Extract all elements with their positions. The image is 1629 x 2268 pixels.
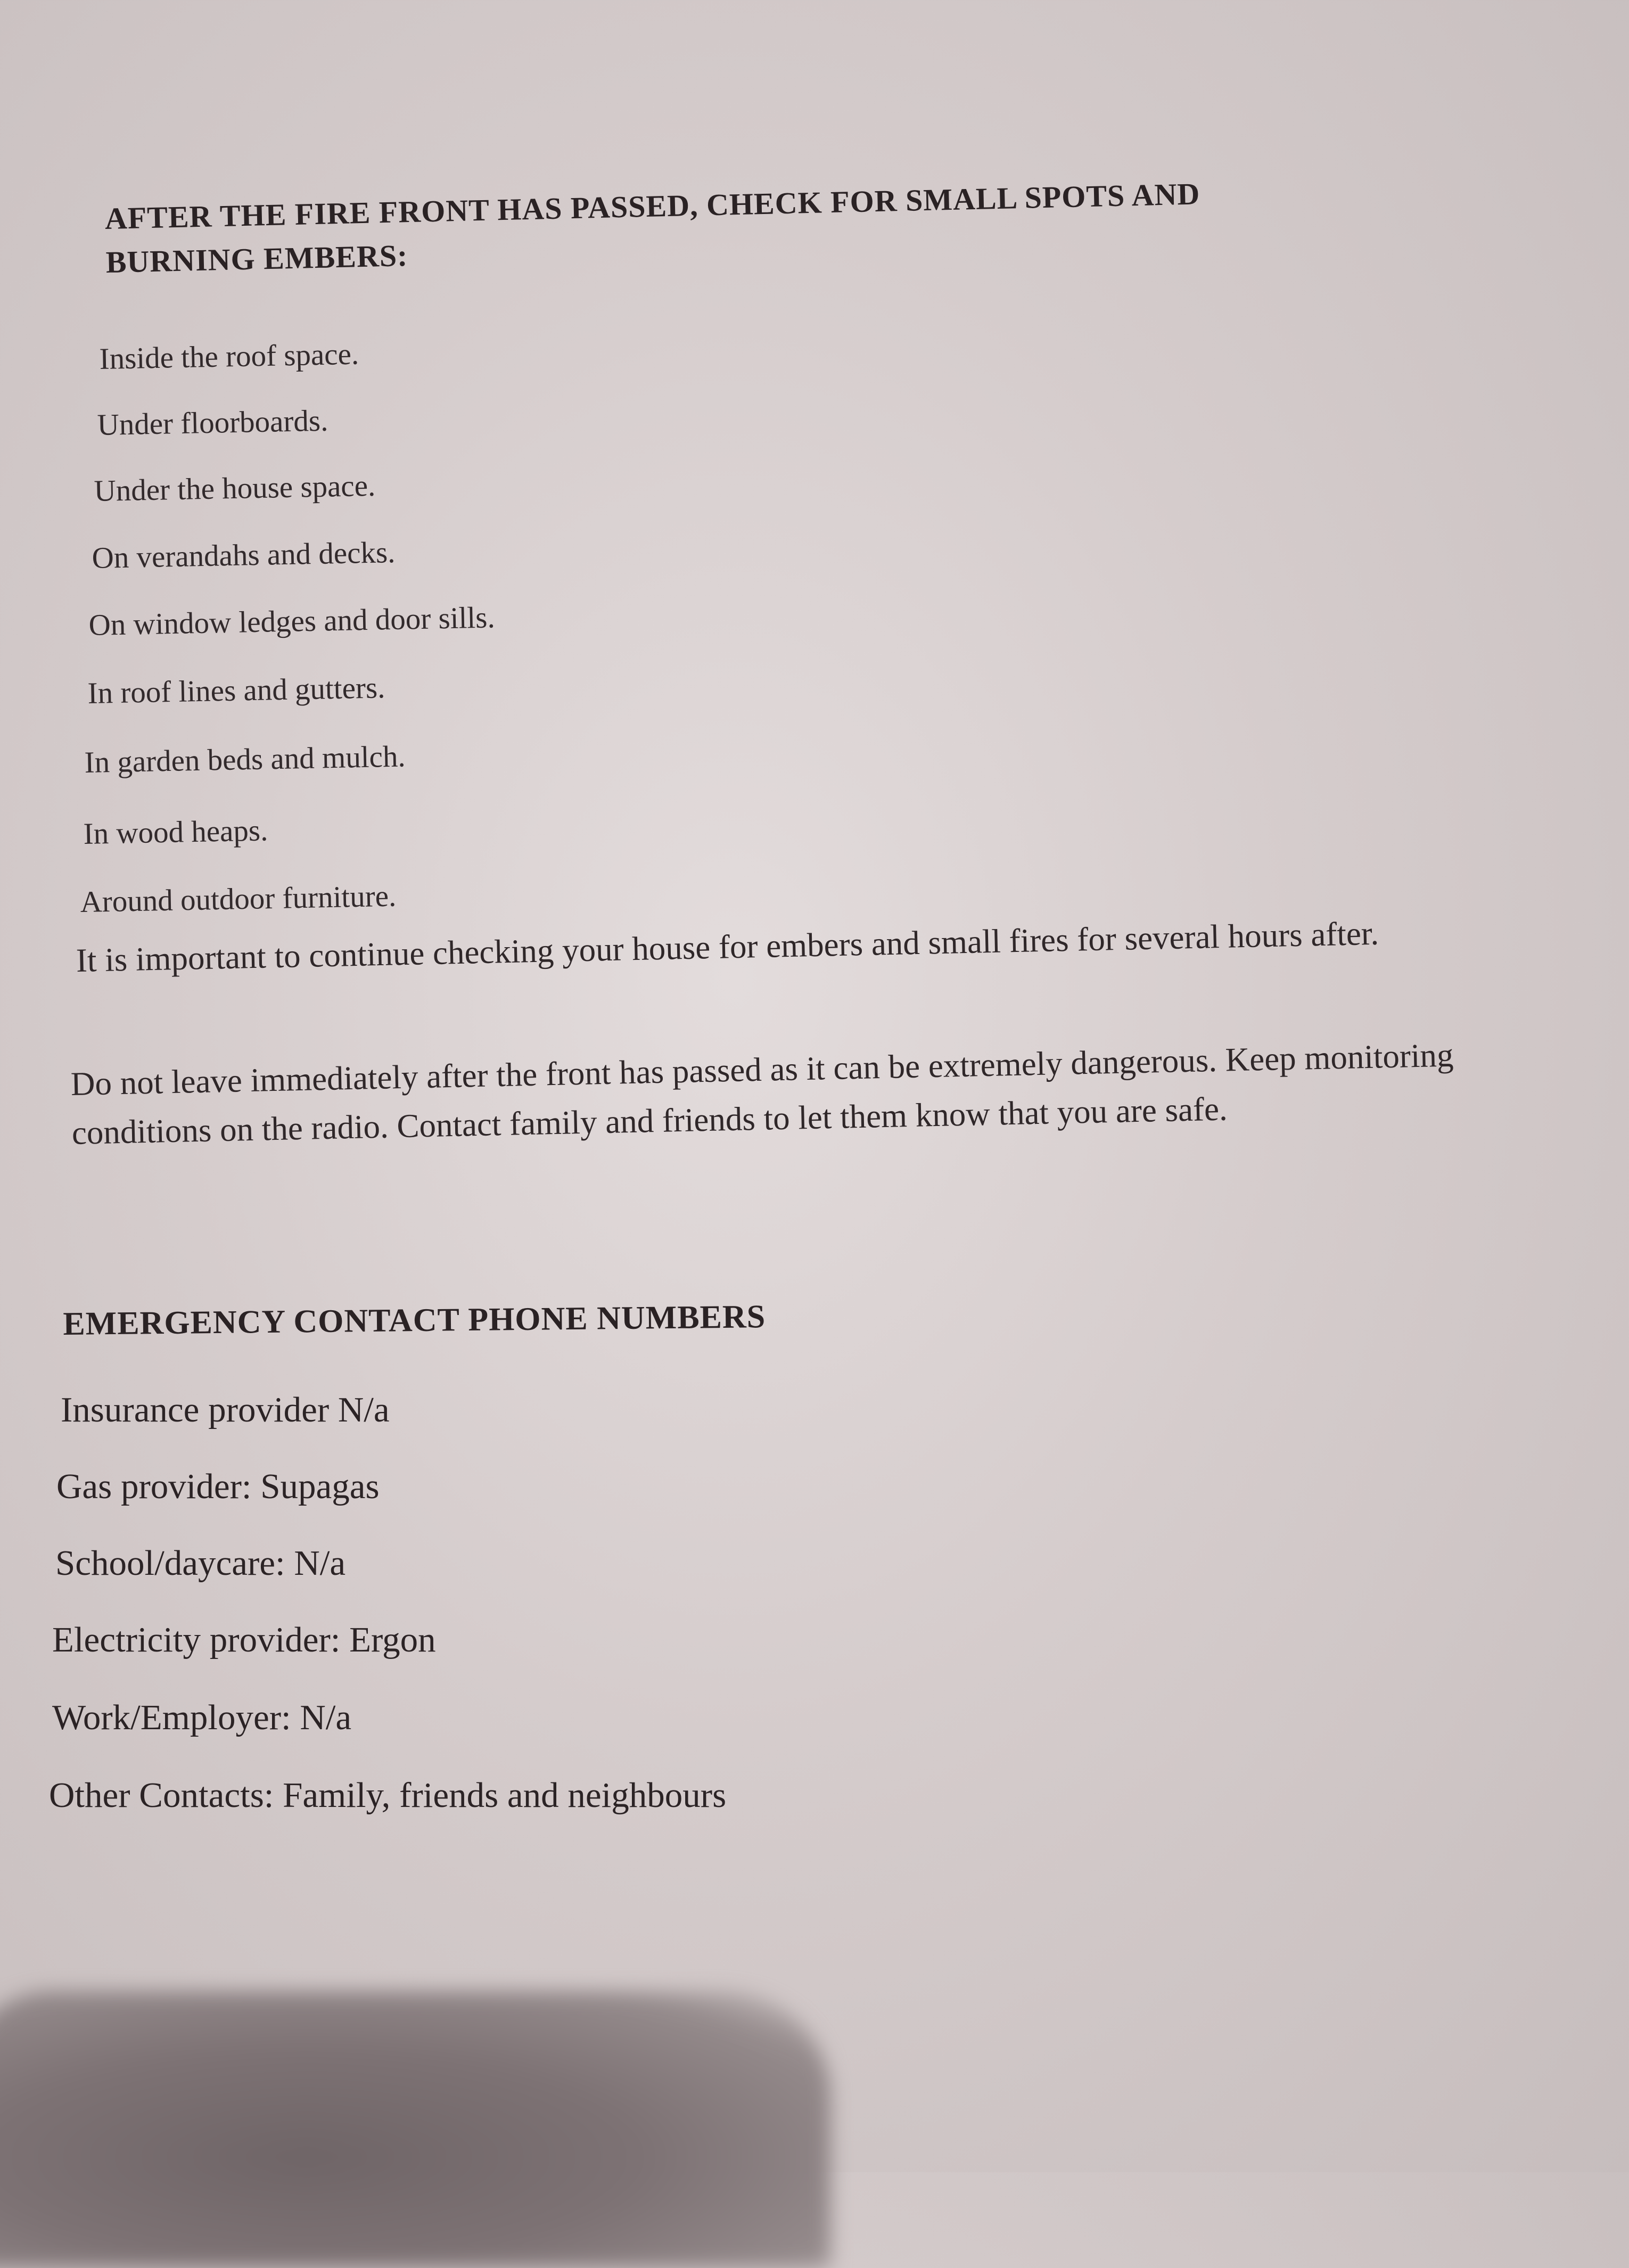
contact-value: N/a xyxy=(294,1543,346,1583)
contact-row-work xyxy=(52,1697,351,1738)
contact-value: N/a xyxy=(300,1698,352,1737)
paragraph-do-not-leave: Do not leave immediately after the front has passed as it can be extremely dangerous. Keep monitoring conditions on the radio. Contact family and friends to let them know that you are safe. xyxy=(70,1036,1454,1152)
contact-label: Other Contacts: xyxy=(49,1776,274,1815)
check-item: Around outdoor furniture. xyxy=(80,879,397,919)
check-item: On verandahs and decks. xyxy=(92,536,396,575)
check-item: In garden beds and mulch. xyxy=(84,739,406,779)
contact-row-electricity xyxy=(52,1620,436,1661)
heading-line-2: BURNING EMBERS: xyxy=(105,238,409,280)
contact-label: School/daycare: xyxy=(55,1543,285,1583)
paragraph-continue-checking: It is important to continue checking your house for embers and small fires for several hours after. xyxy=(76,914,1379,979)
check-item: In wood heaps. xyxy=(83,813,268,851)
thumb-shadow xyxy=(0,1991,830,2268)
check-item: Under floorboards. xyxy=(97,404,328,442)
contact-label: Electricity provider: xyxy=(52,1620,341,1659)
contact-value: Supagas xyxy=(260,1467,380,1506)
contact-value: Ergon xyxy=(349,1620,436,1659)
contact-value: N/a xyxy=(338,1390,390,1429)
contact-value: Family, friends and neighbours xyxy=(283,1776,727,1815)
section-heading-after-fire-front xyxy=(104,172,1202,284)
contact-row-gas xyxy=(56,1466,380,1507)
contact-label: Insurance provider xyxy=(61,1390,330,1429)
heading-line-1: AFTER THE FIRE FRONT HAS PASSED, CHECK FOR SMALL SPOTS AND xyxy=(104,176,1200,236)
check-item: Inside the roof space. xyxy=(99,337,359,376)
section-heading-emergency-contacts: EMERGENCY CONTACT PHONE NUMBERS xyxy=(63,1299,766,1342)
check-item: In roof lines and gutters. xyxy=(87,671,385,710)
contact-label: Gas provider: xyxy=(56,1467,252,1506)
check-item: On window ledges and door sills. xyxy=(88,601,496,642)
check-item: Under the house space. xyxy=(94,469,376,508)
contact-row-insurance xyxy=(61,1390,390,1431)
contact-label: Work/Employer: xyxy=(52,1698,291,1737)
contact-row-other xyxy=(49,1775,726,1816)
contact-row-school xyxy=(55,1543,345,1584)
